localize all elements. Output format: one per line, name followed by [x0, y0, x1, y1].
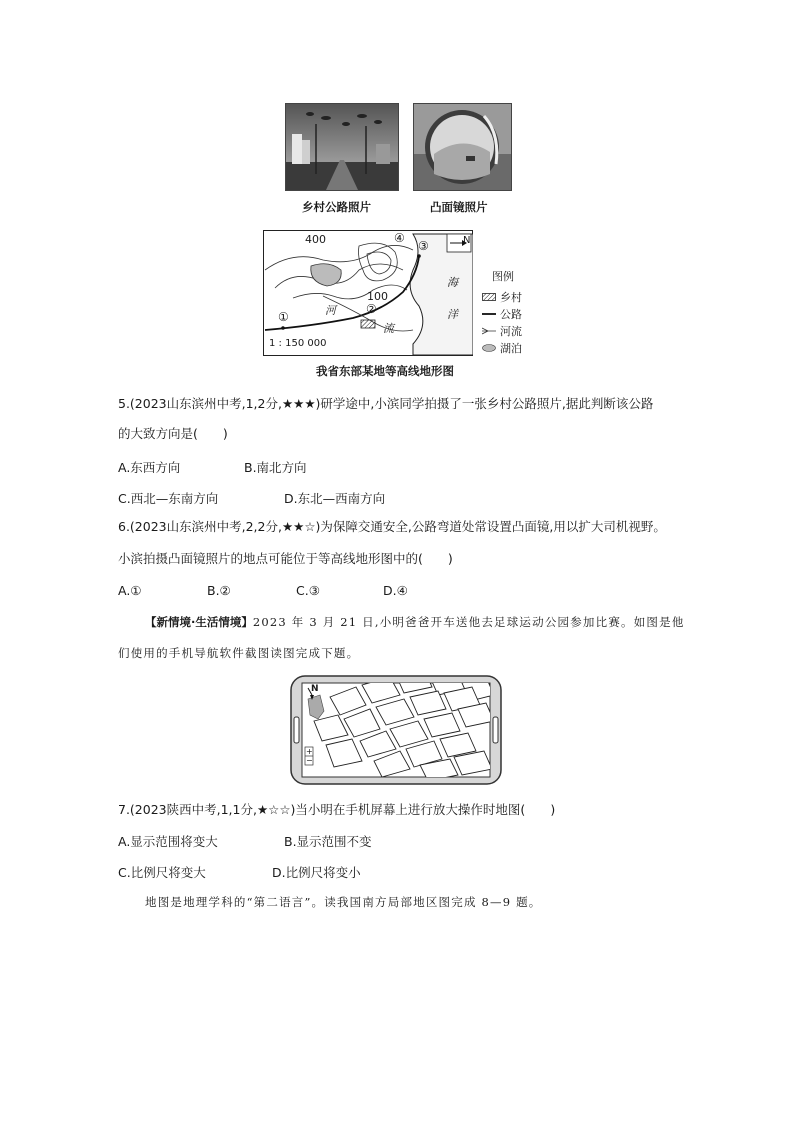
north-label: N: [463, 235, 471, 246]
q6-stem-line2: 小滨拍摄凸面镜照片的地点可能位于等高线地形图中的( ): [118, 551, 453, 566]
legend-village: 乡村: [500, 290, 522, 304]
map-legend: [482, 268, 552, 356]
q7-stem-line1: 7.(2023陕西中考,1,1分,★☆☆)当小明在手机屏幕上进行放大操作时地图( ): [118, 802, 556, 817]
point-3-label: ③: [418, 239, 429, 253]
q5-option-b[interactable]: B.南北方向: [244, 460, 307, 475]
river-label: 河: [325, 304, 336, 317]
phone-navigation-screenshot: [290, 675, 502, 785]
q5-option-d[interactable]: D.东北—西南方向: [284, 491, 386, 506]
q6-option-b[interactable]: B.②: [207, 583, 231, 598]
q5-option-a[interactable]: A.东西方向: [118, 460, 181, 475]
scenario-line1: [145, 612, 685, 632]
phone-map-north-label: N: [311, 684, 319, 694]
q5-stem-line1: 5.(2023山东滨州中考,1,2分,★★★)研学途中,小滨同学拍摄了一张乡村公路照片,据此判断该公路: [118, 396, 654, 411]
point-4-label: ④: [394, 231, 405, 245]
q6-stem-line1: 6.(2023山东滨州中考,2,2分,★★☆)为保障交通安全,公路弯道处常设置凸面镜,用以扩大司机视野。: [118, 519, 666, 534]
sea-label-2: 洋: [447, 308, 458, 321]
scenario-tag: 【新情境·生活情境】: [145, 615, 253, 629]
rural-road-photo-caption: 乡村公路照片: [302, 200, 371, 214]
q7-option-b[interactable]: B.显示范围不变: [284, 834, 372, 849]
point-2-label: ②: [366, 302, 377, 316]
legend-lake: 湖泊: [500, 341, 522, 355]
village-icon: [482, 293, 496, 301]
contour-map: [263, 230, 473, 356]
next-section-intro: 地图是地理学科的“第二语言”。读我国南方局部地区图完成 8—9 题。: [145, 895, 542, 909]
q6-option-d[interactable]: D.④: [383, 583, 408, 598]
point-1-label: ①: [278, 310, 289, 324]
river-icon: [482, 327, 496, 335]
q5-option-c[interactable]: C.西北—东南方向: [118, 491, 219, 506]
zoom-in-button[interactable]: +: [306, 747, 313, 756]
legend-road: 公路: [500, 307, 522, 321]
q7-option-d[interactable]: D.比例尺将变小: [272, 865, 361, 880]
lake-icon: [482, 344, 496, 352]
road-icon: [482, 310, 496, 318]
q5-stem-line2: 的大致方向是( ): [118, 426, 228, 441]
rural-road-photo: [285, 103, 399, 191]
q7-option-a[interactable]: A.显示范围将变大: [118, 834, 218, 849]
q6-option-a[interactable]: A.①: [118, 583, 142, 598]
convex-mirror-photo-caption: 凸面镜照片: [430, 200, 488, 214]
convex-mirror-photo: [413, 103, 512, 191]
sea-label-1: 海: [447, 276, 458, 289]
zoom-out-button[interactable]: −: [306, 756, 313, 765]
contour-map-caption: 我省东部某地等高线地形图: [316, 364, 454, 378]
legend-river: 河流: [500, 324, 522, 338]
legend-title: 图例: [492, 270, 514, 283]
q7-option-c[interactable]: C.比例尺将变大: [118, 865, 206, 880]
q6-option-c[interactable]: C.③: [296, 583, 320, 598]
map-scale: 1 : 150 000: [269, 338, 327, 349]
flow-label: 流: [383, 322, 394, 335]
contour-label-100: 100: [367, 290, 388, 303]
contour-label-400: 400: [305, 233, 326, 246]
scenario-text-1: 2023 年 3 月 21 日,小明爸爸开车送他去足球运动公园参加比赛。如图是他: [252, 615, 685, 629]
scenario-line2: 们使用的手机导航软件截图读图完成下题。: [118, 646, 360, 660]
